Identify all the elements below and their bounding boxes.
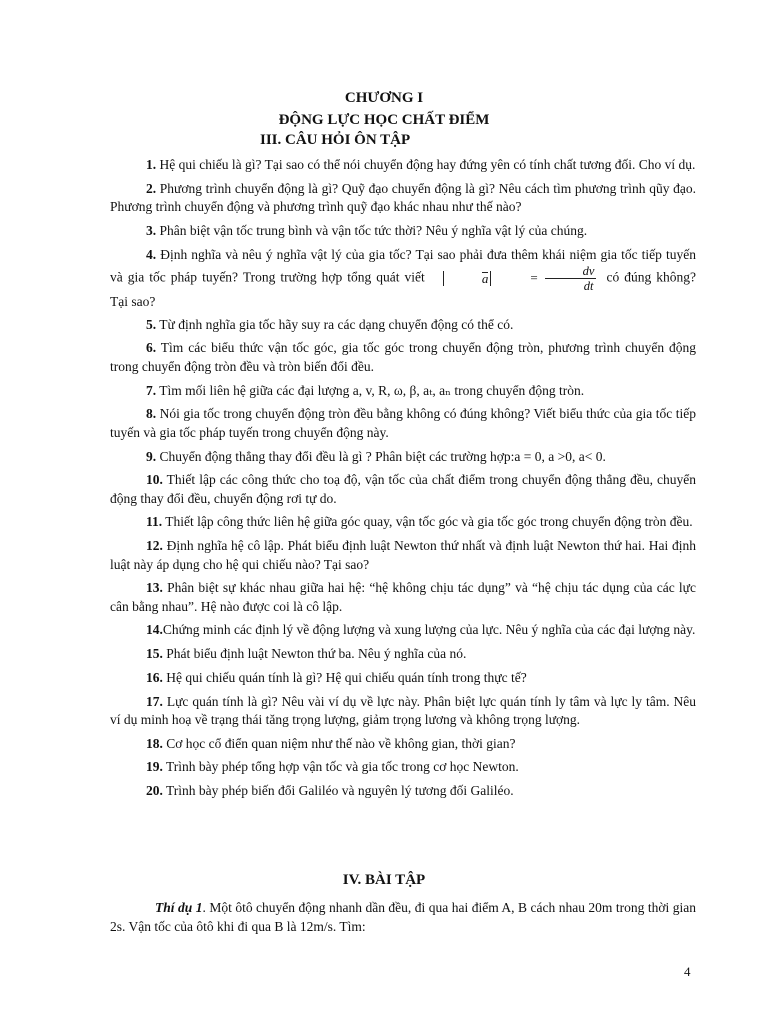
question-7: [110, 382, 696, 401]
formula-equals: =: [530, 270, 538, 286]
question-text: Hệ qui chiếu là gì? Tại sao có thể nói chuyển động hay đứng yên có tính chất tương đối. Cho ví dụ.: [156, 157, 696, 172]
question-text: Trình bày phép biến đổi Galiléo và nguyên lý tương đối Galiléo.: [162, 783, 514, 799]
question-number: 2.: [146, 180, 157, 196]
question-text: Định nghĩa hệ cô lập. Phát biểu định luật Newton thứ nhất và định luật Newton thứ hai. Hai định luật này áp dụng cho hệ qui chiếu nào? Tại sao?: [110, 538, 696, 572]
question-number: 16.: [146, 669, 163, 685]
question-text-continued: có đúng không? Tại sao?: [110, 269, 697, 309]
question-number: 8.: [146, 406, 157, 422]
question-text: Phân biệt sự khác nhau giữa hai hệ: “hệ không chịu tác dụng” và “hệ chịu tác dụng của các lực cân bằng nhau”. Hệ nào được coi là cô lập.: [110, 580, 696, 614]
question-12: [110, 537, 696, 574]
question-text: Tìm mối liên hệ giữa các đại lượng a, v, R, ω, β, aₜ, aₙ trong chuyển động tròn.: [156, 382, 585, 398]
question-1: [110, 156, 696, 175]
question-number: 5.: [146, 316, 157, 332]
question-8: [110, 405, 696, 442]
question-number: 19.: [146, 759, 163, 775]
formula-vector-a: a: [481, 270, 489, 286]
question-number: 13.: [146, 580, 163, 596]
question-text: Nói gia tốc trong chuyển động tròn đều bằng không có đúng không? Viết biểu thức của gia tốc tiếp tuyến và gia tốc pháp tuyến trong chuyển động này.: [110, 406, 696, 440]
example-text: . Một ôtô chuyển động nhanh dần đều, đi qua hai điểm A, B cách nhau 20m trong thời gian 2s. Vận tốc của ôtô khi đi qua B là 12m/s. Tìm:: [110, 900, 696, 934]
formula-numerator: dv: [545, 264, 597, 279]
question-text: Chuyển động thẳng thay đổi đều là gì ? Phân biệt các trường hợp:a = 0, a >0, a< 0.: [156, 448, 606, 464]
example-1: [110, 898, 696, 936]
question-3: [110, 222, 696, 241]
chapter-heading: CHƯƠNG I: [344, 90, 424, 106]
question-9: [110, 448, 696, 467]
question-text: Thiết lập công thức liên hệ giữa góc quay, vận tốc góc và gia tốc góc trong chuyển động tròn đều.: [162, 514, 693, 530]
question-text: Phương trình chuyển động là gì? Quỹ đạo chuyển động là gì? Nêu cách tìm phương trình qũy đạo. Phương trình chuyển động và phương trình quỹ đạo khác nhau như thế nào?: [110, 180, 696, 215]
question-text: Lực quán tính là gì? Nêu vài ví dụ về lực này. Phân biệt lực quán tính ly tâm và lực ly tâm. Nêu ví dụ minh hoạ về trạng thái tăng trọng lượng, giảm trọng lương và không trọng lượng.: [110, 693, 696, 727]
question-10: [110, 471, 696, 508]
question-text: Trình bày phép tổng hợp vận tốc và gia tốc trong cơ học Newton.: [162, 759, 519, 775]
review-section-heading: III. CÂU HỎI ÔN TẬP: [260, 132, 411, 148]
question-text: Định nghĩa và nêu ý nghĩa vật lý của gia tốc? Tại sao phải đưa thêm khái niệm gia tốc tiếp tuyến và gia tốc pháp tuyến? Trong trường hợp tổng quát viết: [110, 246, 696, 285]
question-number: 4.: [146, 246, 157, 262]
question-18: [110, 735, 696, 754]
question-text: Thiết lập các công thức cho toạ độ, vận tốc của chất điểm trong chuyển động thẳng đều, chuyển động thay đổi đều, chuyển động rơi tự do.: [110, 472, 696, 506]
question-number: 9.: [146, 448, 157, 464]
acceleration-formula: [443, 264, 597, 293]
question-4: [110, 246, 696, 311]
question-2: [110, 180, 696, 217]
question-14: [110, 621, 696, 640]
question-text: Cơ học cổ điển quan niệm như thế nào về không gian, thời gian?: [162, 735, 516, 751]
review-questions: [110, 156, 696, 806]
question-20: [110, 782, 696, 801]
example-label: Thí dụ 1: [155, 900, 203, 915]
page-number: 4: [684, 964, 691, 979]
question-number: 10.: [146, 472, 163, 488]
question-5: [110, 316, 696, 335]
question-15: [110, 645, 696, 664]
question-number: 3.: [146, 222, 157, 238]
question-text: Phân biệt vận tốc trung bình và vận tốc tức thời? Nêu ý nghĩa vật lý của chúng.: [156, 222, 588, 238]
question-17: [110, 693, 696, 730]
formula-denominator: dt: [583, 278, 594, 293]
question-number: 17.: [146, 693, 163, 709]
question-text: Từ định nghĩa gia tốc hãy suy ra các dạng chuyển động có thể có.: [156, 316, 514, 332]
chapter-title: ĐỘNG LỰC HỌC CHẤT ĐIỂM: [278, 112, 490, 128]
question-text: Chứng minh các định lý về động lượng và xung lượng của lực. Nêu ý nghĩa của các đại lượng này.: [162, 622, 696, 638]
question-11: [110, 513, 696, 532]
question-number: 1.: [146, 157, 157, 172]
exercises-section-heading: IV. BÀI TẬP: [342, 872, 426, 888]
question-number: 12.: [146, 538, 163, 554]
question-number: 15.: [146, 646, 163, 662]
question-16: [110, 669, 696, 688]
question-6: [110, 339, 696, 376]
question-number: 6.: [146, 340, 157, 356]
question-text: Hệ qui chiếu quán tính là gì? Hệ qui chiếu quán tính trong thực tế?: [162, 669, 527, 685]
question-number: 20.: [146, 783, 163, 799]
question-text: Phát biểu định luật Newton thứ ba. Nêu ý nghĩa của nó.: [162, 646, 467, 662]
formula-abs-vector: [443, 271, 492, 286]
question-number: 7.: [146, 382, 157, 398]
question-number: 11.: [146, 514, 163, 530]
question-19: [110, 758, 696, 777]
question-number: 14.: [146, 622, 163, 638]
question-text: Tìm các biểu thức vận tốc góc, gia tốc góc trong chuyển động tròn, phương trình chuyển động trong chuyển động tròn đều và tròn biến đổi đều.: [110, 340, 696, 374]
formula-fraction: [545, 264, 597, 293]
question-number: 18.: [146, 735, 163, 751]
question-13: [110, 579, 696, 616]
